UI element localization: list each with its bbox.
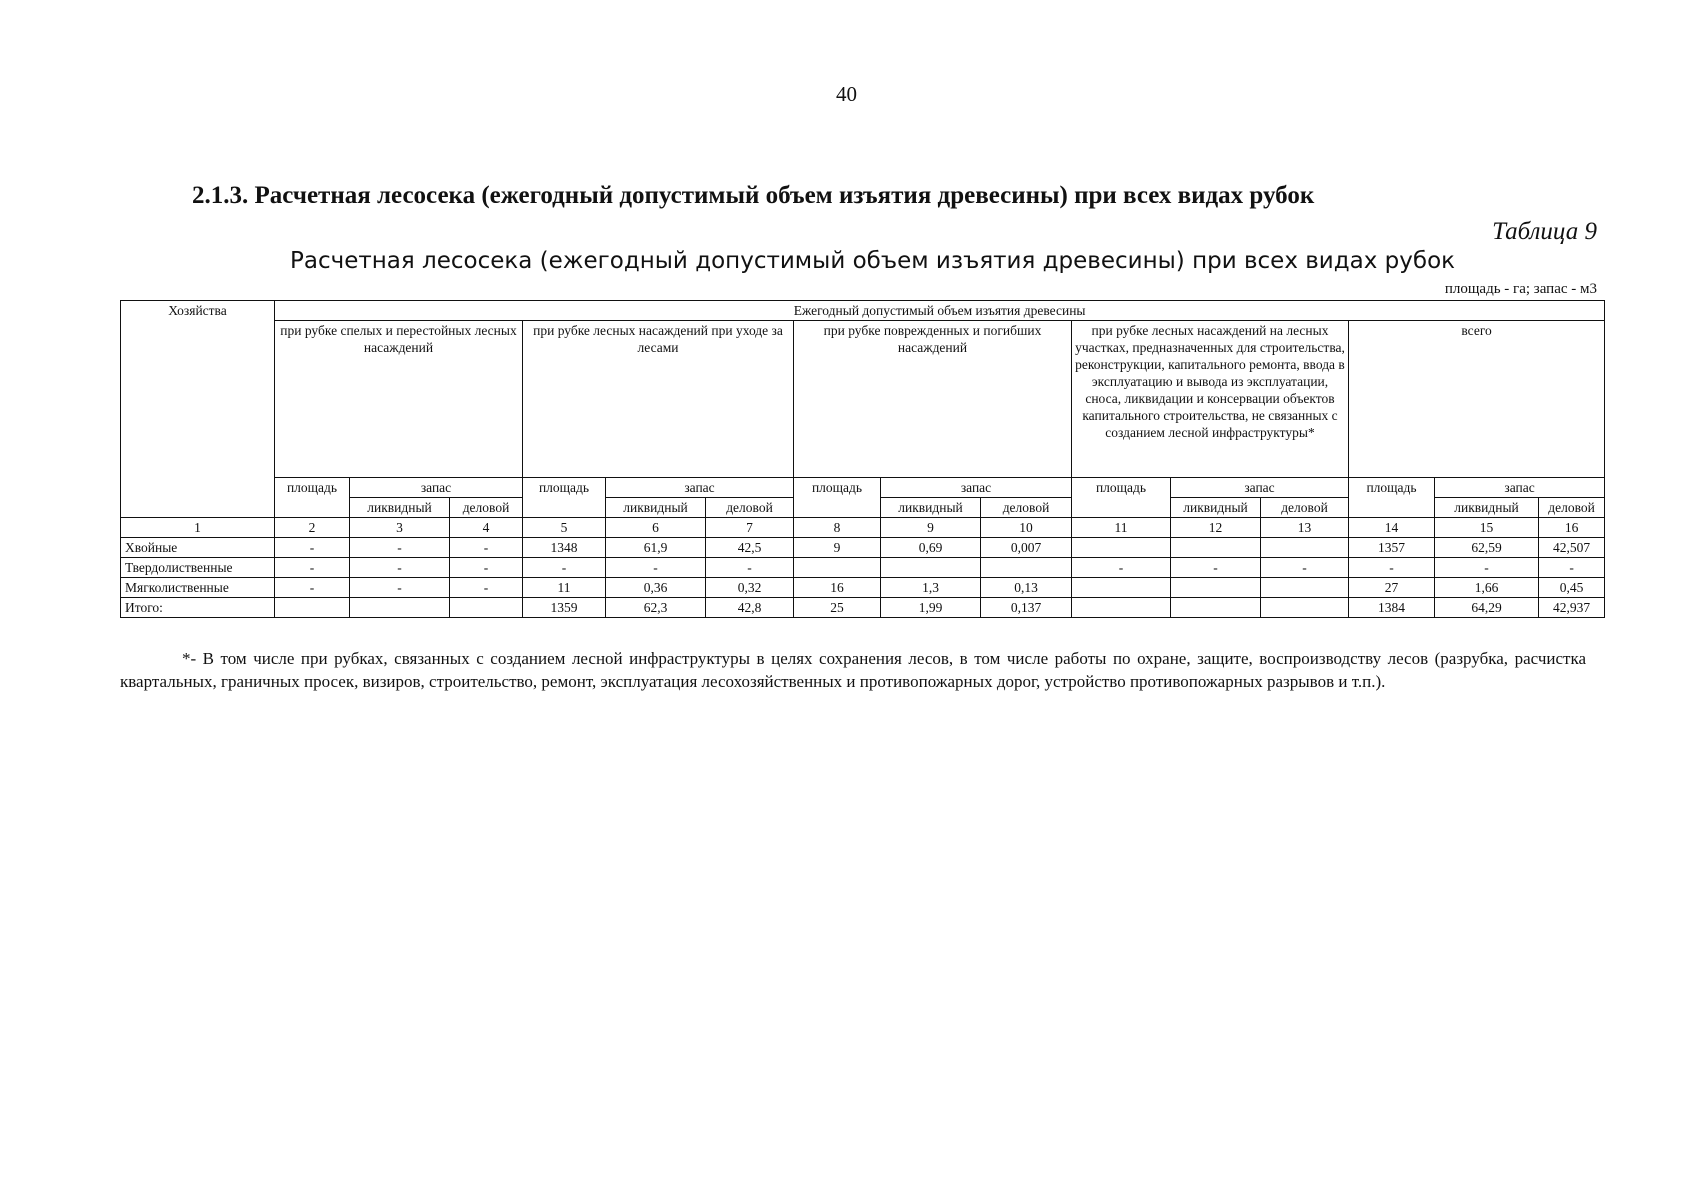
column-number: 3 (350, 518, 450, 538)
header-liquid: ликвидный (1171, 498, 1261, 518)
table-cell: - (275, 558, 350, 578)
section-title: 2.1.3. Расчетная лесосека (ежегодный допустимый объем изъятия древесины) при всех видах рубок (192, 182, 1315, 209)
table-cell (1261, 578, 1349, 598)
column-number: 12 (1171, 518, 1261, 538)
header-stock: запас (1435, 478, 1605, 498)
table-cell: - (350, 558, 450, 578)
table-cell (981, 558, 1072, 578)
table-cell: 9 (794, 538, 881, 558)
table-cell: 1348 (523, 538, 606, 558)
column-number: 7 (706, 518, 794, 538)
table-cell: 64,29 (1435, 598, 1539, 618)
table-cell (350, 598, 450, 618)
header-liquid: ликвидный (881, 498, 981, 518)
header-group-mature: при рубке спелых и перестойных лесных насаждений (275, 321, 523, 478)
table-row (121, 558, 1605, 578)
row-label: Хвойные (121, 538, 275, 558)
table-cell: - (275, 578, 350, 598)
table-cell: 0,13 (981, 578, 1072, 598)
table-cell: - (275, 538, 350, 558)
table-row (121, 598, 1605, 618)
header-group-damaged: при рубке поврежденных и погибших насаждений (794, 321, 1072, 478)
header-business: деловой (1261, 498, 1349, 518)
table-cell (1072, 538, 1171, 558)
table-cell: - (706, 558, 794, 578)
table-cell: 0,45 (1539, 578, 1605, 598)
column-number: 9 (881, 518, 981, 538)
table-body (121, 538, 1605, 618)
table-cell: - (1261, 558, 1349, 578)
table-cell: - (450, 558, 523, 578)
header-business: деловой (981, 498, 1072, 518)
table-cell: 1359 (523, 598, 606, 618)
table-cell: 1384 (1349, 598, 1435, 618)
table-row (121, 578, 1605, 598)
header-business: деловой (450, 498, 523, 518)
table-cell (1072, 578, 1171, 598)
column-number: 6 (606, 518, 706, 538)
table-cell: 25 (794, 598, 881, 618)
column-number: 16 (1539, 518, 1605, 538)
table-cell: - (450, 538, 523, 558)
column-number: 8 (794, 518, 881, 538)
table-cell: - (1435, 558, 1539, 578)
header-business: деловой (1539, 498, 1605, 518)
column-number: 14 (1349, 518, 1435, 538)
header-area: площадь (275, 478, 350, 518)
table-cell: 62,59 (1435, 538, 1539, 558)
table-cell: 0,137 (981, 598, 1072, 618)
header-group-care: при рубке лесных насаждений при уходе за лесами (523, 321, 794, 478)
table-cell: - (1072, 558, 1171, 578)
table-cell: - (1349, 558, 1435, 578)
table-cell: 1,99 (881, 598, 981, 618)
header-area: площадь (523, 478, 606, 518)
column-number: 1 (121, 518, 275, 538)
header-area: площадь (794, 478, 881, 518)
table-cell: - (350, 578, 450, 598)
header-liquid: ликвидный (1435, 498, 1539, 518)
header-row-1 (121, 301, 1605, 321)
table-cell: 1357 (1349, 538, 1435, 558)
column-number: 11 (1072, 518, 1171, 538)
table-cell (794, 558, 881, 578)
header-farms: Хозяйства (121, 301, 275, 518)
table-cell: 62,3 (606, 598, 706, 618)
column-number: 2 (275, 518, 350, 538)
row-label: Мягколиственные (121, 578, 275, 598)
units-note: площадь - га; запас - м3 (1444, 281, 1597, 297)
table-cell (1261, 598, 1349, 618)
table-cell (881, 558, 981, 578)
header-stock: запас (1171, 478, 1349, 498)
table-caption: Расчетная лесосека (ежегодный допустимый объем изъятия древесины) при всех видах рубок (290, 248, 1456, 274)
column-number: 15 (1435, 518, 1539, 538)
allowable-cut-table (120, 300, 1605, 618)
table-row (121, 538, 1605, 558)
table-cell: - (606, 558, 706, 578)
table-cell: - (1171, 558, 1261, 578)
table-cell: - (450, 578, 523, 598)
table-cell (1261, 538, 1349, 558)
table-cell (450, 598, 523, 618)
header-area: площадь (1072, 478, 1171, 518)
column-number: 5 (523, 518, 606, 538)
header-group-construction: при рубке лесных насаждений на лесных участках, предназначенных для строительства, реконструкции, капитального ремонта, ввода в эксплуатацию и вывода из эксплуатации, сноса, ликвидации и консервации объектов капитального строительства, не связанных с созданием лесной инфраструктуры* (1072, 321, 1349, 478)
table-cell: 0,69 (881, 538, 981, 558)
page-number: 40 (836, 82, 857, 106)
table-cell (275, 598, 350, 618)
table-cell: 0,36 (606, 578, 706, 598)
table-cell: 0,32 (706, 578, 794, 598)
table-cell: 42,937 (1539, 598, 1605, 618)
row-label: Итого: (121, 598, 275, 618)
header-group-total: всего (1349, 321, 1605, 478)
table-cell (1072, 598, 1171, 618)
table-cell: 42,5 (706, 538, 794, 558)
header-stock: запас (606, 478, 794, 498)
column-number: 13 (1261, 518, 1349, 538)
table-cell: 42,8 (706, 598, 794, 618)
table-cell: 11 (523, 578, 606, 598)
table-cell: - (1539, 558, 1605, 578)
header-area: площадь (1349, 478, 1435, 518)
table-cell: 1,66 (1435, 578, 1539, 598)
table-cell: 0,007 (981, 538, 1072, 558)
table-cell: 42,507 (1539, 538, 1605, 558)
table-cell: 16 (794, 578, 881, 598)
header-row-3 (121, 478, 1605, 498)
table-cell: - (350, 538, 450, 558)
column-number: 10 (981, 518, 1072, 538)
table-cell (1171, 538, 1261, 558)
table-cell: 27 (1349, 578, 1435, 598)
header-stock: запас (881, 478, 1072, 498)
header-row-2 (121, 321, 1605, 478)
footnote: *- В том числе при рубках, связанных с созданием лесной инфраструктуры в целях сохранения лесов, в том числе работы по охране, защите, воспроизводству лесов (разрубка, расчистка квартальных, граничных просек, визиров, строительство, ремонт, эксплуатация лесохозяйственных и противопожарных дорог, устройство противопожарных разрывов и т.п.). (120, 649, 1586, 691)
row-label: Твердолиственные (121, 558, 275, 578)
table-cell: 1,3 (881, 578, 981, 598)
header-stock: запас (350, 478, 523, 498)
column-number: 4 (450, 518, 523, 538)
header-annual-volume: Ежегодный допустимый объем изъятия древесины (275, 301, 1605, 321)
table-number: Таблица 9 (1492, 218, 1597, 245)
table-cell: 61,9 (606, 538, 706, 558)
header-liquid: ликвидный (606, 498, 706, 518)
column-numbering-row (121, 518, 1605, 538)
table-cell: - (523, 558, 606, 578)
table-cell (1171, 578, 1261, 598)
header-business: деловой (706, 498, 794, 518)
table-cell (1171, 598, 1261, 618)
header-liquid: ликвидный (350, 498, 450, 518)
